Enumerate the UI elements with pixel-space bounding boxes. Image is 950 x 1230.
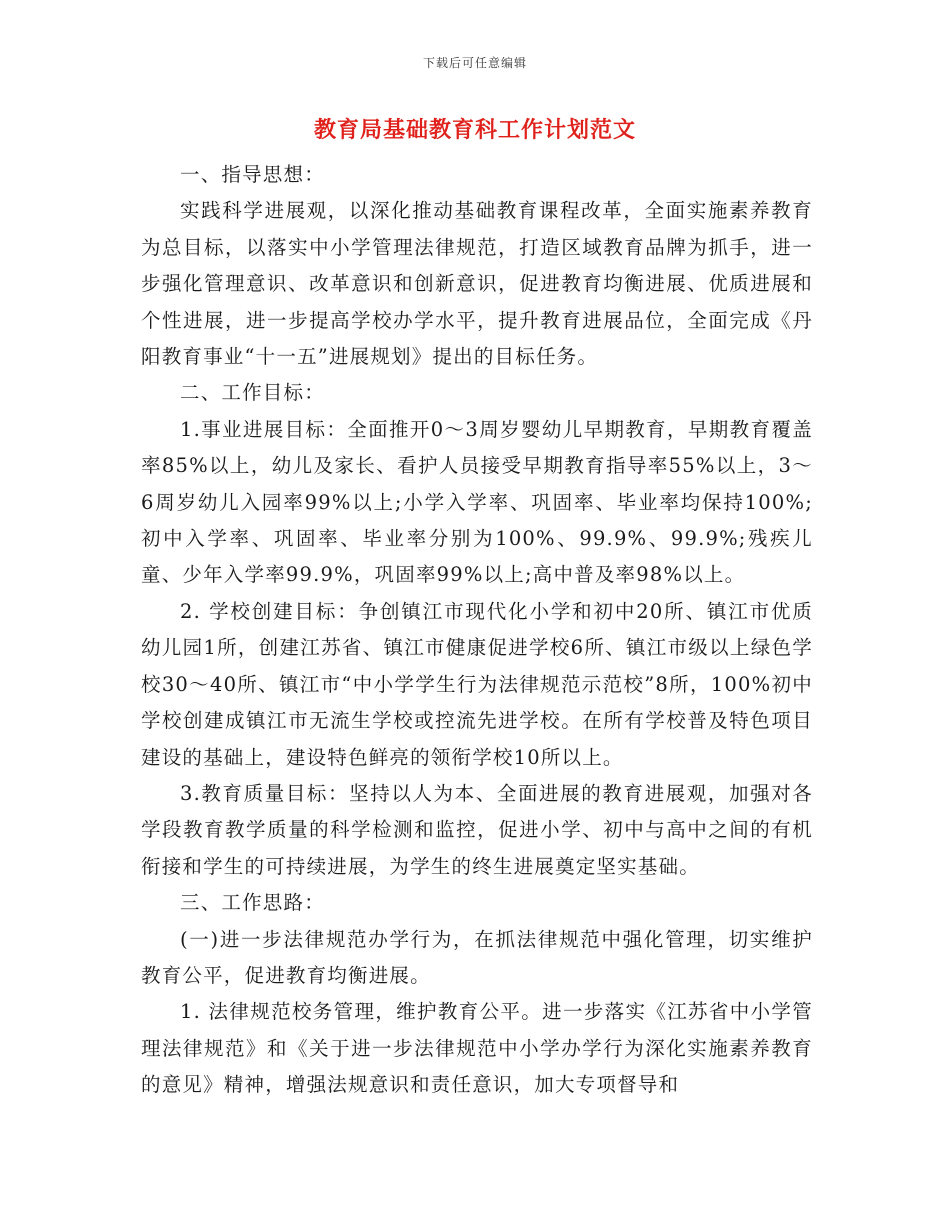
heading-work-approach: 三、工作思路： xyxy=(180,891,325,915)
paragraph-approach-one: (一)进一步法律规范办学行为，在抓法律规范中强化管理，切实维护教育公平，促进教育均衡进展。 xyxy=(141,927,813,987)
paragraph-development-goal: 1.事业进展目标：全面推开0～3周岁婴幼儿早期教育，早期教育覆盖率85%以上，幼儿及家长、看护人员接受早期教育指导率55%以上，3～6周岁幼儿入园率99%以上;小学入学率、巩固率、毕业率均保持100%;初中入学率、巩固率、毕业率分别为100%、99.9%、99.9%;残疾儿童、少年入学率99.9%，巩固率99%以上;高中普及率98%以上。 xyxy=(141,417,813,587)
paragraph-education-quality-goal: 3.教育质量目标：坚持以人为本、全面进展的教育进展观，加强对各学段教育教学质量的科学检测和监控，促进小学、初中与高中之间的有机衔接和学生的可持续进展，为学生的终生进展奠定坚实基础。 xyxy=(141,781,813,878)
paragraph-school-management: 1. 法律规范校务管理，维护教育公平。进一步落实《江苏省中小学管理法律规范》和《关于进一步法律规范中小学办学行为深化实施素养教育的意见》精神，增强法规意识和责任意识，加大专项督导和 xyxy=(141,1000,813,1097)
document-title: 教育局基础教育科工作计划范文 xyxy=(313,117,636,143)
heading-guiding-ideology: 一、指导思想： xyxy=(180,163,325,186)
heading-work-goals: 二、工作目标： xyxy=(180,381,325,405)
header-note: 下载后可任意编辑 xyxy=(422,56,527,70)
paragraph-school-creation-goal: 2. 学校创建目标：争创镇江市现代化小学和初中20所、镇江市优质幼儿园1所，创建江苏省、镇江市健康促进学校6所、镇江市级以上绿色学校30～40所、镇江市“中小学学生行为法律规范示范校”8所，100%初中学校创建成镇江市无流生学校或控流先进学校。在所有学校普及特色项目建设的基础上，建设特色鲜亮的领衔学校10所以上。 xyxy=(141,599,813,769)
document-body xyxy=(141,157,813,1104)
paragraph-guiding-ideology: 实践科学进展观，以深化推动基础教育课程改革，全面实施素养教育为总目标，以落实中小学管理法律规范，打造区域教育品牌为抓手，进一步强化管理意识、改革意识和创新意识，促进教育均衡进展、优质进展和个性进展，进一步提高学校办学水平，提升教育进展品位，全面完成《丹阳教育事业“十一五”进展规划》提出的目标任务。 xyxy=(141,199,813,369)
